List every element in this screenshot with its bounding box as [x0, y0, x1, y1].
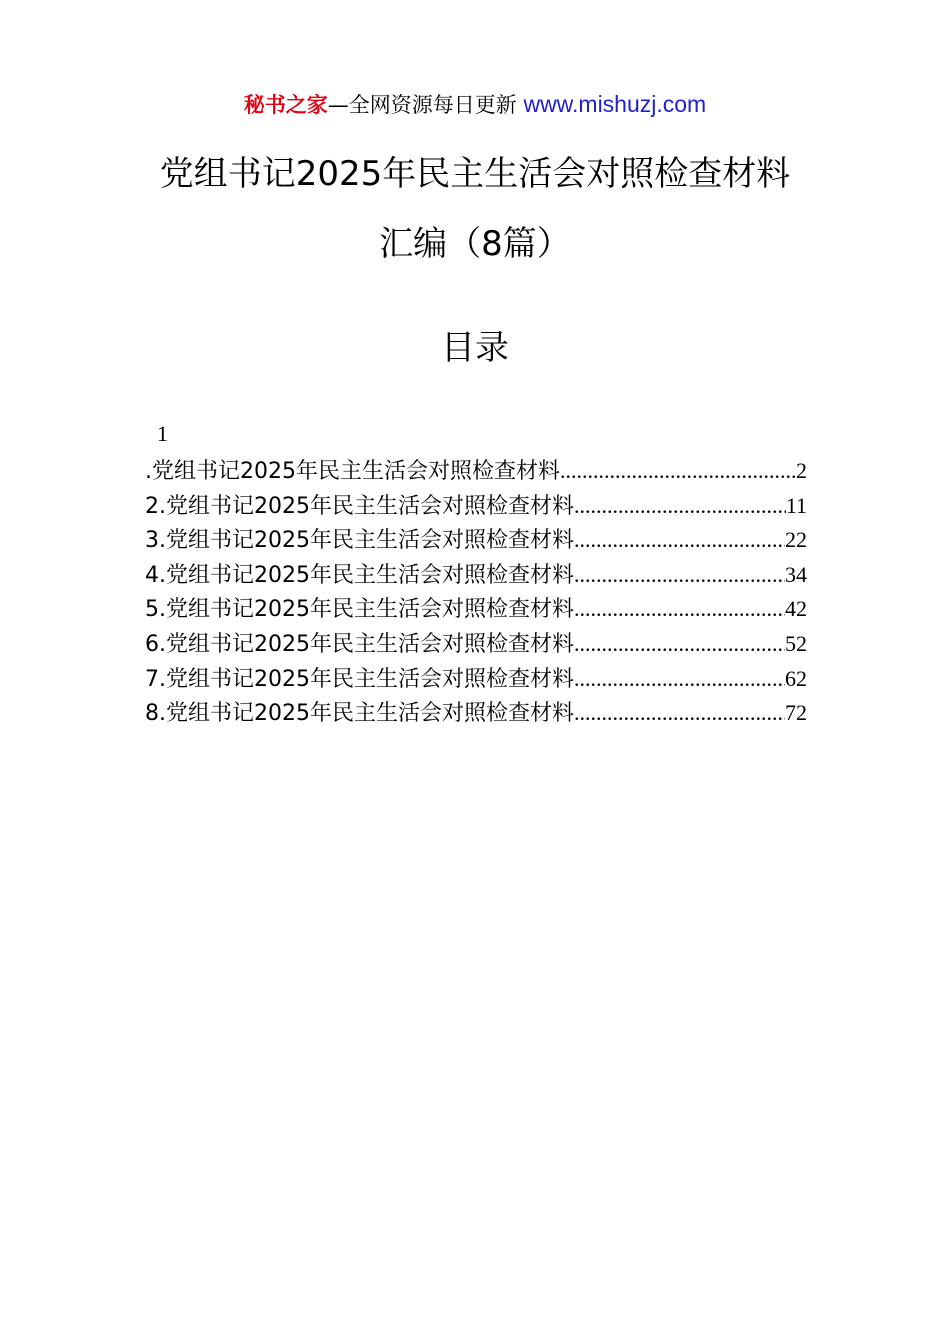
toc-leader-dots	[574, 523, 785, 557]
toc-entry-page: 2	[796, 458, 807, 483]
toc-heading: 目录	[441, 328, 509, 368]
toc-entry-label: 8.党组书记2025年民主生活会对照检查材料	[145, 701, 574, 727]
toc-entry[interactable]	[145, 696, 807, 731]
brand-name: 秘书之家	[243, 93, 328, 117]
toc-leader-dots	[574, 558, 785, 592]
toc-entry-page: 72	[785, 700, 807, 726]
toc-entry-page: 62	[785, 665, 807, 691]
toc-entry[interactable]	[145, 662, 807, 697]
site-url-link[interactable]: www.mishuzj.com	[523, 91, 707, 117]
document-subtitle: 汇编（8篇）	[379, 224, 571, 264]
toc-leader-dots	[574, 662, 785, 696]
toc-entry[interactable]	[145, 627, 807, 662]
toc-entry-label: 6.党组书记2025年民主生活会对照检查材料	[145, 631, 574, 657]
toc-leader-dots	[574, 489, 786, 523]
toc-lead-number: 1	[157, 421, 168, 446]
document-title: 党组书记2025年民主生活会对照检查材料	[159, 154, 791, 194]
toc-entry-label: 3.党组书记2025年民主生活会对照检查材料	[145, 528, 574, 554]
toc-entry-label: 4.党组书记2025年民主生活会对照检查材料	[145, 562, 574, 588]
toc-leader-dots	[560, 454, 796, 488]
toc-leader-dots	[574, 627, 785, 661]
toc-entry-label: 7.党组书记2025年民主生活会对照检查材料	[145, 666, 574, 692]
toc-list	[145, 454, 807, 731]
toc-entry-page: 11	[785, 492, 807, 518]
toc-entry-label: 5.党组书记2025年民主生活会对照检查材料	[145, 597, 574, 623]
toc-entry[interactable]	[145, 489, 807, 524]
toc-entry[interactable]	[145, 523, 807, 558]
toc-entry-label: .党组书记2025年民主生活会对照检查材料	[145, 459, 560, 484]
toc-entry[interactable]	[145, 592, 807, 627]
toc-entry[interactable]	[145, 454, 807, 489]
toc-entry-label: 2.党组书记2025年民主生活会对照检查材料	[145, 493, 574, 519]
toc-entry-page: 34	[785, 561, 807, 587]
toc-leader-dots	[574, 592, 785, 626]
toc-entry-page: 42	[785, 596, 807, 622]
site-header	[0, 86, 950, 123]
toc-leader-dots	[574, 696, 785, 730]
header-slogan: —全网资源每日更新	[327, 93, 524, 117]
toc-entry-page: 22	[785, 527, 807, 553]
toc-entry[interactable]	[145, 558, 807, 593]
toc-entry-page: 52	[785, 630, 807, 656]
